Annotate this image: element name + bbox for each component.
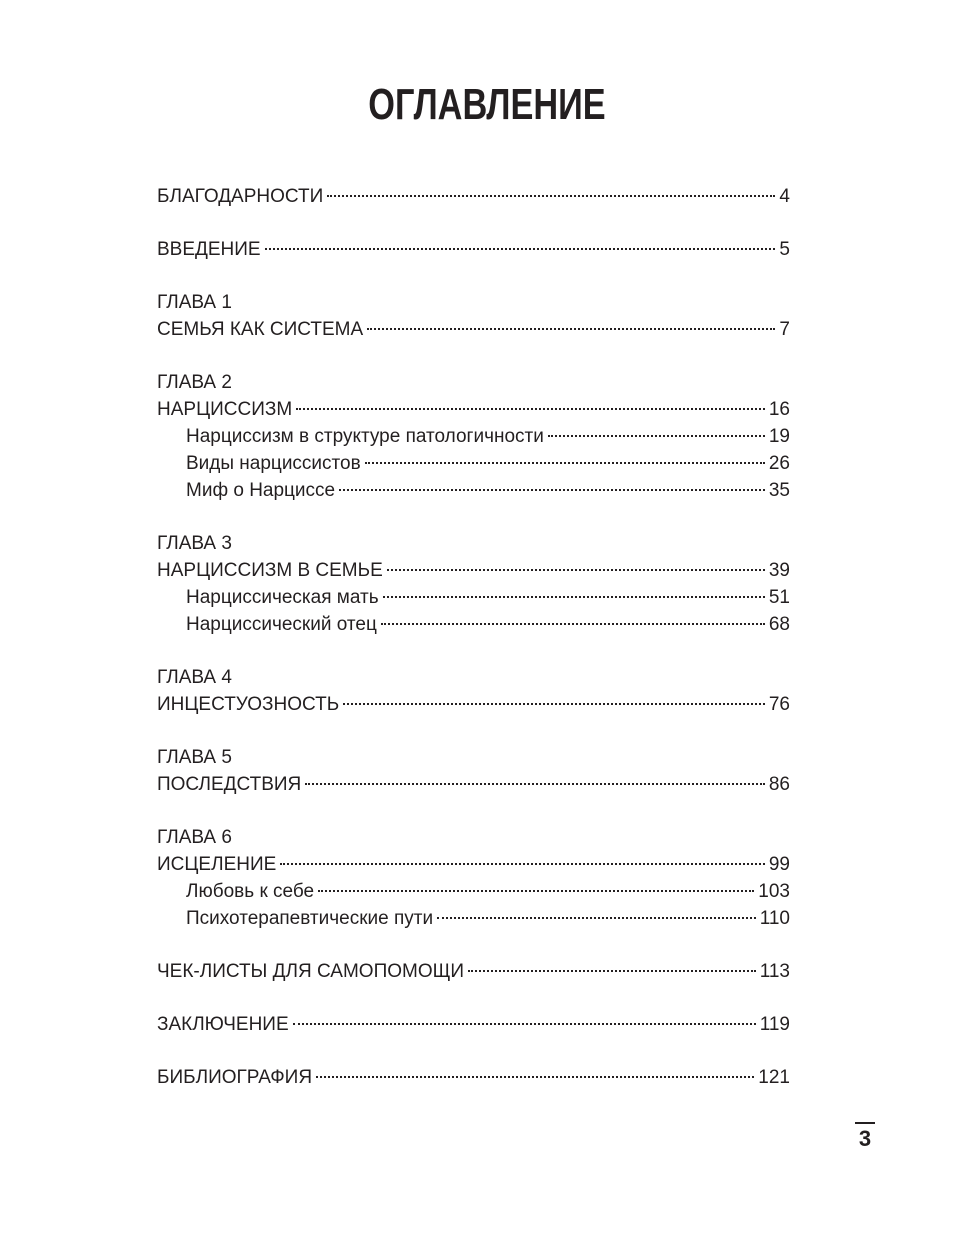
- toc-entry[interactable]: [157, 236, 790, 263]
- toc-entry[interactable]: [157, 183, 790, 210]
- toc-entry-label: ВВЕДЕНИЕ: [157, 239, 261, 260]
- toc-group: [157, 664, 790, 718]
- toc-entry-page: 76: [768, 694, 790, 715]
- dot-leader: [293, 1023, 756, 1025]
- dot-leader: [316, 1076, 754, 1078]
- toc-entry-label: Психотерапевтические пути: [186, 908, 434, 929]
- chapter-label: ГЛАВА 5: [157, 747, 232, 768]
- toc-group: [157, 236, 790, 263]
- dot-leader: [437, 917, 756, 919]
- toc-group: [157, 824, 790, 932]
- toc-group: [157, 530, 790, 638]
- dot-leader: [367, 328, 775, 330]
- toc-entry-page: 99: [768, 854, 790, 875]
- dot-leader: [381, 623, 765, 625]
- toc-subentry[interactable]: [157, 878, 790, 905]
- table-of-contents: [157, 183, 790, 1117]
- toc-entry-page: 68: [768, 614, 790, 635]
- toc-entry-page: 19: [768, 426, 790, 447]
- toc-subentry[interactable]: [157, 905, 790, 932]
- toc-entry-page: 121: [758, 1067, 790, 1088]
- toc-entry-page: 51: [768, 587, 790, 608]
- toc-group: [157, 958, 790, 985]
- toc-entry-label: ИСЦЕЛЕНИЕ: [157, 854, 277, 875]
- toc-entry-label: ПОСЛЕДСТВИЯ: [157, 774, 302, 795]
- dot-leader: [296, 408, 765, 410]
- toc-entry-page: 110: [759, 908, 790, 929]
- toc-entry[interactable]: [157, 851, 790, 878]
- toc-entry-label: НАРЦИССИЗМ: [157, 399, 293, 420]
- toc-entry-label: Нарциссизм в структуре патологичности: [186, 426, 544, 447]
- toc-entry-label: ЧЕК-ЛИСТЫ ДЛЯ САМОПОМОЩИ: [157, 961, 465, 982]
- toc-entry-page: 119: [759, 1014, 790, 1035]
- toc-entry-label: БИБЛИОГРАФИЯ: [157, 1067, 313, 1088]
- dot-leader: [327, 195, 775, 197]
- toc-entry[interactable]: [157, 396, 790, 423]
- toc-entry-page: 26: [768, 453, 790, 474]
- toc-entry-page: 4: [779, 186, 790, 207]
- toc-entry[interactable]: [157, 691, 790, 718]
- toc-group: [157, 744, 790, 798]
- toc-entry-label: ЗАКЛЮЧЕНИЕ: [157, 1014, 289, 1035]
- toc-subentry[interactable]: [157, 450, 790, 477]
- dot-leader: [548, 435, 765, 437]
- toc-subentry[interactable]: [157, 477, 790, 504]
- toc-entry[interactable]: [157, 316, 790, 343]
- chapter-label: ГЛАВА 2: [157, 372, 232, 393]
- toc-entry[interactable]: [157, 958, 790, 985]
- toc-entry-page: 113: [759, 961, 790, 982]
- toc-entry-label: Виды нарциссистов: [186, 453, 361, 474]
- toc-entry-label: СЕМЬЯ КАК СИСТЕМА: [157, 319, 364, 340]
- dot-leader: [387, 569, 765, 571]
- page-number: 3: [858, 1126, 872, 1151]
- toc-group: [157, 183, 790, 210]
- toc-entry-label: БЛАГОДАРНОСТИ: [157, 186, 324, 207]
- toc-entry-page: 39: [768, 560, 790, 581]
- toc-entry-label: НАРЦИССИЗМ В СЕМЬЕ: [157, 560, 383, 581]
- page-title: ОГЛАВЛЕНИЕ: [368, 80, 606, 129]
- chapter-label: ГЛАВА 3: [157, 533, 232, 554]
- toc-entry-page: 16: [768, 399, 790, 420]
- toc-group: [157, 1011, 790, 1038]
- page-number-rule: [855, 1122, 875, 1124]
- toc-entry[interactable]: [157, 1011, 790, 1038]
- dot-leader: [265, 248, 776, 250]
- chapter-label: ГЛАВА 4: [157, 667, 232, 688]
- dot-leader: [305, 783, 765, 785]
- toc-entry-page: 7: [779, 319, 790, 340]
- toc-entry-page: 103: [758, 881, 790, 902]
- toc-group: [157, 289, 790, 343]
- toc-entry-label: Миф о Нарциссе: [186, 480, 336, 501]
- toc-entry-page: 86: [768, 774, 790, 795]
- dot-leader: [280, 863, 765, 865]
- dot-leader: [468, 970, 756, 972]
- toc-entry[interactable]: [157, 771, 790, 798]
- toc-entry-label: ИНЦЕСТУОЗНОСТЬ: [157, 694, 340, 715]
- toc-group: [157, 369, 790, 504]
- dot-leader: [339, 489, 765, 491]
- chapter-label: ГЛАВА 1: [157, 292, 232, 313]
- dot-leader: [365, 462, 765, 464]
- toc-group: [157, 1064, 790, 1091]
- dot-leader: [318, 890, 754, 892]
- toc-entry-label: Любовь к себе: [186, 881, 315, 902]
- toc-entry-page: 5: [779, 239, 790, 260]
- toc-subentry[interactable]: [157, 423, 790, 450]
- toc-subentry[interactable]: [157, 611, 790, 638]
- toc-entry-label: Нарциссическая мать: [186, 587, 379, 608]
- toc-entry-label: Нарциссический отец: [186, 614, 377, 635]
- chapter-label: ГЛАВА 6: [157, 827, 232, 848]
- toc-subentry[interactable]: [157, 584, 790, 611]
- dot-leader: [383, 596, 765, 598]
- dot-leader: [343, 703, 765, 705]
- toc-entry[interactable]: [157, 557, 790, 584]
- toc-entry-page: 35: [768, 480, 790, 501]
- page-number-block: [855, 1122, 875, 1151]
- toc-entry[interactable]: [157, 1064, 790, 1091]
